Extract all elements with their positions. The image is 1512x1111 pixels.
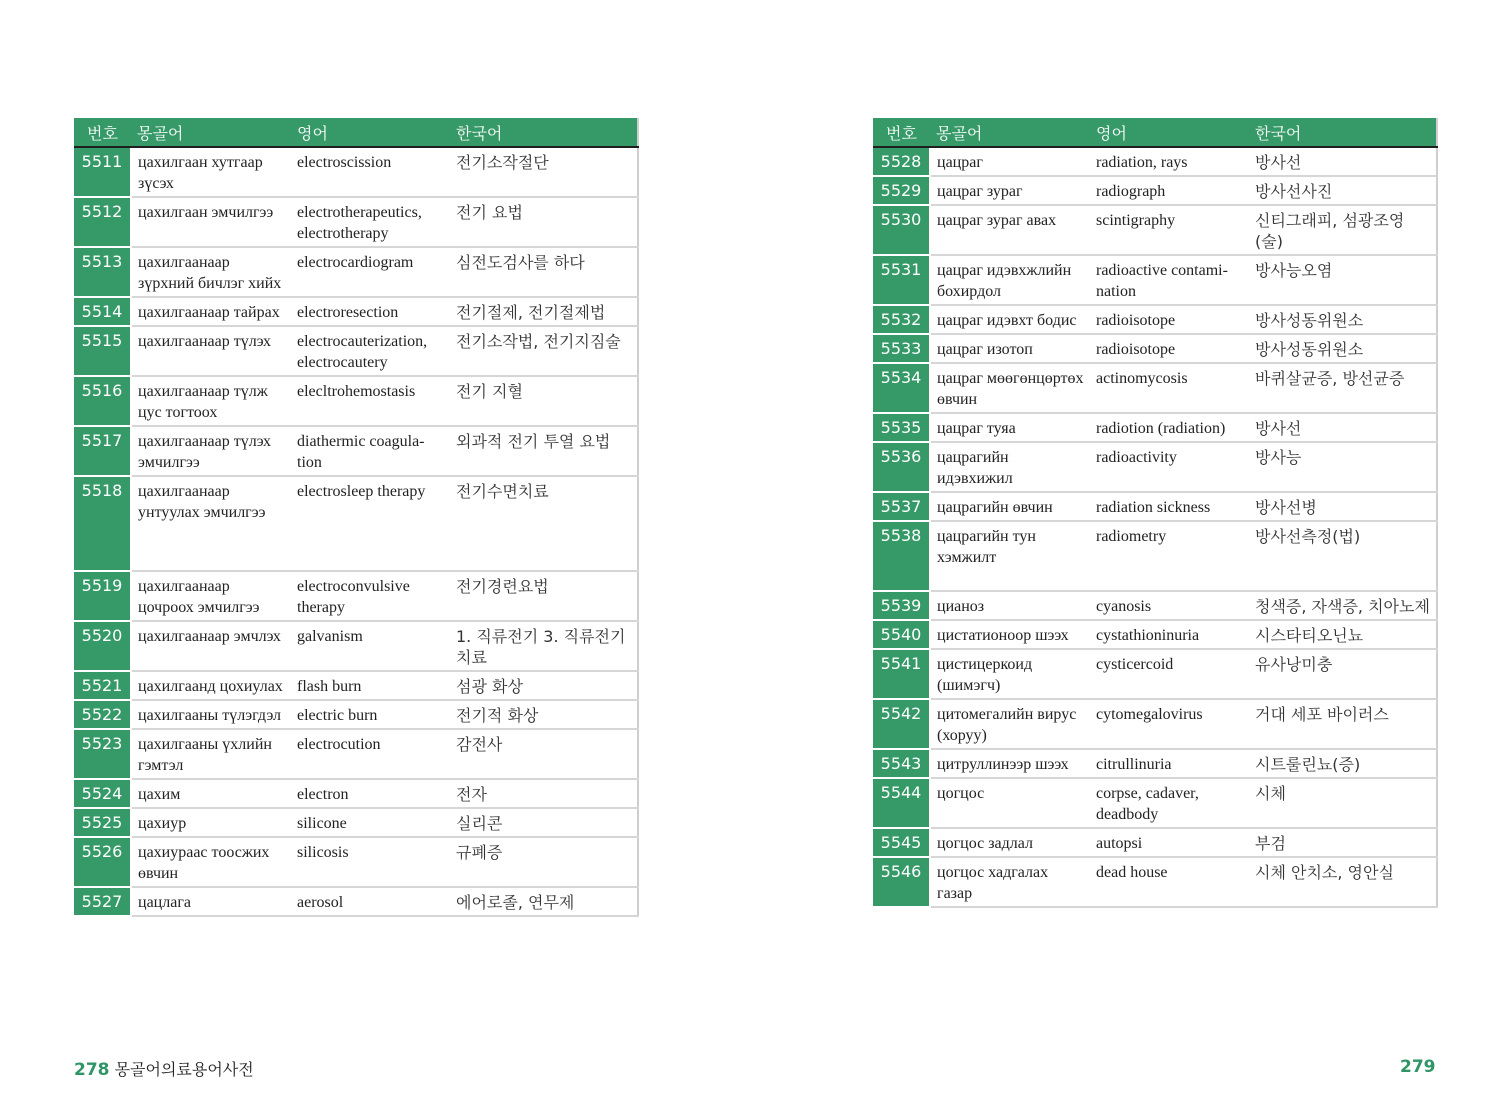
korean-term: 방사성동위원소 xyxy=(1249,334,1437,363)
english-term: radioactive contami-nation xyxy=(1090,255,1249,305)
term-number: 5523 xyxy=(74,729,131,779)
korean-term: 전기소작절단 xyxy=(450,147,638,197)
term-number: 5520 xyxy=(74,621,131,671)
term-number: 5535 xyxy=(873,413,930,442)
korean-term: 거대 세포 바이러스 xyxy=(1249,699,1437,749)
term-number: 5533 xyxy=(873,334,930,363)
table-row xyxy=(74,376,638,426)
table-row xyxy=(74,837,638,887)
english-term: aerosol xyxy=(291,887,450,916)
korean-term: 방사성동위원소 xyxy=(1249,305,1437,334)
term-number: 5540 xyxy=(873,620,930,649)
english-term: electrocardiogram xyxy=(291,247,450,297)
term-number: 5542 xyxy=(873,699,930,749)
table-row xyxy=(74,671,638,700)
english-term: elecltrohemostasis xyxy=(291,376,450,426)
english-term: radioisotope xyxy=(1090,334,1249,363)
right-page-number: 279 xyxy=(1400,1057,1436,1077)
mongolian-term: цахилгаанаар тайрах xyxy=(131,297,291,326)
table-row xyxy=(873,778,1437,828)
korean-term: 에어로졸, 연무제 xyxy=(450,887,638,916)
korean-term: 방사선 xyxy=(1249,413,1437,442)
mongolian-term: цитруллинээр шээх xyxy=(930,749,1090,778)
english-term: corpse, cadaver, deadbody xyxy=(1090,778,1249,828)
right-table-body xyxy=(873,147,1437,907)
korean-term: 전기경련요법 xyxy=(450,571,638,621)
term-number: 5538 xyxy=(873,521,930,591)
table-row xyxy=(74,571,638,621)
english-term: cyanosis xyxy=(1090,591,1249,620)
term-number: 5546 xyxy=(873,857,930,907)
term-number: 5526 xyxy=(74,837,131,887)
header-number: 번호 xyxy=(873,118,930,147)
korean-term: 외과적 전기 투열 요법 xyxy=(450,426,638,476)
mongolian-term: цахилгаанаар унтуулах эмчилгээ xyxy=(131,476,291,571)
korean-term: 방사선측정(법) xyxy=(1249,521,1437,591)
korean-term: 감전사 xyxy=(450,729,638,779)
table-row xyxy=(74,729,638,779)
mongolian-term: цахиураас тоосжих өвчин xyxy=(131,837,291,887)
table-row xyxy=(873,442,1437,492)
mongolian-term: цахилгаанаар цочроох эмчилгээ xyxy=(131,571,291,621)
mongolian-term: цогцос хадгалах газар xyxy=(930,857,1090,907)
table-row xyxy=(74,247,638,297)
english-term: citrullinuria xyxy=(1090,749,1249,778)
korean-term: 전기절제, 전기절제법 xyxy=(450,297,638,326)
table-row xyxy=(74,476,638,571)
term-number: 5516 xyxy=(74,376,131,426)
table-row xyxy=(873,749,1437,778)
mongolian-term: цацраг идэвхжлийн бохирдол xyxy=(930,255,1090,305)
korean-term: 시체 안치소, 영안실 xyxy=(1249,857,1437,907)
mongolian-term: цацраг туяа xyxy=(930,413,1090,442)
term-number: 5519 xyxy=(74,571,131,621)
right-footer xyxy=(1400,1057,1436,1077)
english-term: electrocution xyxy=(291,729,450,779)
table-row xyxy=(873,492,1437,521)
mongolian-term: цацраг xyxy=(930,147,1090,176)
term-number: 5515 xyxy=(74,326,131,376)
korean-term: 전기적 화상 xyxy=(450,700,638,729)
english-term: radioactivity xyxy=(1090,442,1249,492)
english-term: scintigraphy xyxy=(1090,205,1249,255)
korean-term: 신티그래피, 섬광조영(술) xyxy=(1249,205,1437,255)
term-number: 5513 xyxy=(74,247,131,297)
mongolian-term: цистатионоор шээх xyxy=(930,620,1090,649)
header-english: 영어 xyxy=(291,118,450,147)
term-number: 5517 xyxy=(74,426,131,476)
mongolian-term: цацраг мөөгөнцөртөх өвчин xyxy=(930,363,1090,413)
table-row xyxy=(873,828,1437,857)
mongolian-term: цацрагийн идэвхижил xyxy=(930,442,1090,492)
mongolian-term: цахилгаанаар түлж цус тогтоох xyxy=(131,376,291,426)
table-row xyxy=(74,426,638,476)
header-mongolian: 몽골어 xyxy=(131,118,291,147)
mongolian-term: цитомегалийн вирус (хоруу) xyxy=(930,699,1090,749)
mongolian-term: цацлага xyxy=(131,887,291,916)
english-term: electrosleep therapy xyxy=(291,476,450,571)
korean-term: 방사능 xyxy=(1249,442,1437,492)
mongolian-term: цахилгаан хутгаар зүсэх xyxy=(131,147,291,197)
table-row xyxy=(74,779,638,808)
table-row xyxy=(873,363,1437,413)
english-term: electrocauterization, electrocautery xyxy=(291,326,450,376)
right-term-table xyxy=(873,118,1438,908)
table-row xyxy=(74,297,638,326)
mongolian-term: цахилгаанаар түлэх эмчилгээ xyxy=(131,426,291,476)
table-row xyxy=(873,699,1437,749)
table-row xyxy=(74,887,638,916)
table-row xyxy=(74,197,638,247)
mongolian-term: цацраг идэвхт бодис xyxy=(930,305,1090,334)
english-term: radiograph xyxy=(1090,176,1249,205)
header-number: 번호 xyxy=(74,118,131,147)
table-header-row xyxy=(873,118,1437,147)
mongolian-term: цацраг зураг xyxy=(930,176,1090,205)
korean-term: 전기수면치료 xyxy=(450,476,638,571)
left-page-number: 278 xyxy=(74,1060,110,1080)
mongolian-term: цацрагийн тун хэмжилт xyxy=(930,521,1090,591)
term-number: 5543 xyxy=(873,749,930,778)
term-number: 5524 xyxy=(74,779,131,808)
mongolian-term: цогцос xyxy=(930,778,1090,828)
table-row xyxy=(873,591,1437,620)
table-row xyxy=(74,700,638,729)
english-term: galvanism xyxy=(291,621,450,671)
english-term: electric burn xyxy=(291,700,450,729)
table-row xyxy=(74,326,638,376)
mongolian-term: цацраг изотоп xyxy=(930,334,1090,363)
english-term: dead house xyxy=(1090,857,1249,907)
korean-term: 시트룰린뇨(증) xyxy=(1249,749,1437,778)
mongolian-term: цахилгаанаар зүрхний бичлэг хийх xyxy=(131,247,291,297)
english-term: electroscission xyxy=(291,147,450,197)
english-term: silicosis xyxy=(291,837,450,887)
term-number: 5531 xyxy=(873,255,930,305)
table-row xyxy=(873,649,1437,699)
header-korean: 한국어 xyxy=(450,118,638,147)
korean-term: 방사선사진 xyxy=(1249,176,1437,205)
term-number: 5539 xyxy=(873,591,930,620)
table-row xyxy=(74,621,638,671)
table-row xyxy=(873,521,1437,591)
mongolian-term: цахиур xyxy=(131,808,291,837)
korean-term: 섬광 화상 xyxy=(450,671,638,700)
korean-term: 방사선병 xyxy=(1249,492,1437,521)
header-mongolian: 몽골어 xyxy=(930,118,1090,147)
left-footer xyxy=(74,1057,254,1080)
header-korean: 한국어 xyxy=(1249,118,1437,147)
korean-term: 1. 직류전기 3. 직류전기치료 xyxy=(450,621,638,671)
term-number: 5532 xyxy=(873,305,930,334)
term-number: 5527 xyxy=(74,887,131,916)
korean-term: 방사능오염 xyxy=(1249,255,1437,305)
mongolian-term: цацраг зураг авах xyxy=(930,205,1090,255)
term-number: 5536 xyxy=(873,442,930,492)
term-number: 5529 xyxy=(873,176,930,205)
korean-term: 전기 지혈 xyxy=(450,376,638,426)
english-term: autopsi xyxy=(1090,828,1249,857)
english-term: actinomycosis xyxy=(1090,363,1249,413)
mongolian-term: цианоз xyxy=(930,591,1090,620)
left-table-body xyxy=(74,147,638,916)
term-number: 5514 xyxy=(74,297,131,326)
english-term: cytomegalovirus xyxy=(1090,699,1249,749)
term-number: 5534 xyxy=(873,363,930,413)
english-term: radiometry xyxy=(1090,521,1249,591)
english-term: cystathioninuria xyxy=(1090,620,1249,649)
term-number: 5518 xyxy=(74,476,131,571)
mongolian-term: цистицеркоид (шимэгч) xyxy=(930,649,1090,699)
english-term: radiation sickness xyxy=(1090,492,1249,521)
mongolian-term: цахилгаанаар эмчлэх xyxy=(131,621,291,671)
term-number: 5511 xyxy=(74,147,131,197)
table-row xyxy=(873,147,1437,176)
korean-term: 규폐증 xyxy=(450,837,638,887)
korean-term: 방사선 xyxy=(1249,147,1437,176)
mongolian-term: цахилгааны түлэгдэл xyxy=(131,700,291,729)
table-row xyxy=(873,857,1437,907)
term-number: 5537 xyxy=(873,492,930,521)
book-title: 몽골어의료용어사전 xyxy=(114,1060,254,1079)
table-row xyxy=(873,205,1437,255)
korean-term: 전기소작법, 전기지짐술 xyxy=(450,326,638,376)
mongolian-term: цахилгаанаар түлэх xyxy=(131,326,291,376)
table-row xyxy=(873,305,1437,334)
english-term: radioisotope xyxy=(1090,305,1249,334)
mongolian-term: цахилгаан эмчилгээ xyxy=(131,197,291,247)
left-term-table xyxy=(74,118,639,917)
korean-term: 전자 xyxy=(450,779,638,808)
english-term: electroconvulsive therapy xyxy=(291,571,450,621)
korean-term: 실리콘 xyxy=(450,808,638,837)
korean-term: 시스타티오닌뇨 xyxy=(1249,620,1437,649)
table-row xyxy=(74,808,638,837)
term-number: 5525 xyxy=(74,808,131,837)
term-number: 5522 xyxy=(74,700,131,729)
korean-term: 청색증, 자색증, 치아노제 xyxy=(1249,591,1437,620)
english-term: cysticercoid xyxy=(1090,649,1249,699)
term-number: 5512 xyxy=(74,197,131,247)
english-term: electrotherapeutics, electrotherapy xyxy=(291,197,450,247)
english-term: diathermic coagula-tion xyxy=(291,426,450,476)
term-number: 5544 xyxy=(873,778,930,828)
korean-term: 유사낭미충 xyxy=(1249,649,1437,699)
korean-term: 심전도검사를 하다 xyxy=(450,247,638,297)
table-row xyxy=(873,413,1437,442)
mongolian-term: цогцос задлал xyxy=(930,828,1090,857)
term-number: 5541 xyxy=(873,649,930,699)
english-term: electron xyxy=(291,779,450,808)
korean-term: 시체 xyxy=(1249,778,1437,828)
korean-term: 바퀴살균증, 방선균증 xyxy=(1249,363,1437,413)
table-row xyxy=(873,255,1437,305)
english-term: electroresection xyxy=(291,297,450,326)
table-row xyxy=(873,334,1437,363)
korean-term: 부검 xyxy=(1249,828,1437,857)
left-page xyxy=(74,118,638,917)
right-page xyxy=(873,118,1437,908)
term-number: 5545 xyxy=(873,828,930,857)
english-term: flash burn xyxy=(291,671,450,700)
mongolian-term: цахилгааны үхлийн гэмтэл xyxy=(131,729,291,779)
english-term: radiation, rays xyxy=(1090,147,1249,176)
korean-term: 전기 요법 xyxy=(450,197,638,247)
mongolian-term: цахилгаанд цохиулах xyxy=(131,671,291,700)
term-number: 5528 xyxy=(873,147,930,176)
term-number: 5521 xyxy=(74,671,131,700)
table-row xyxy=(74,147,638,197)
english-term: silicone xyxy=(291,808,450,837)
english-term: radiotion (radiation) xyxy=(1090,413,1249,442)
table-header-row xyxy=(74,118,638,147)
table-row xyxy=(873,620,1437,649)
mongolian-term: цацрагийн өвчин xyxy=(930,492,1090,521)
header-english: 영어 xyxy=(1090,118,1249,147)
term-number: 5530 xyxy=(873,205,930,255)
table-row xyxy=(873,176,1437,205)
mongolian-term: цахим xyxy=(131,779,291,808)
